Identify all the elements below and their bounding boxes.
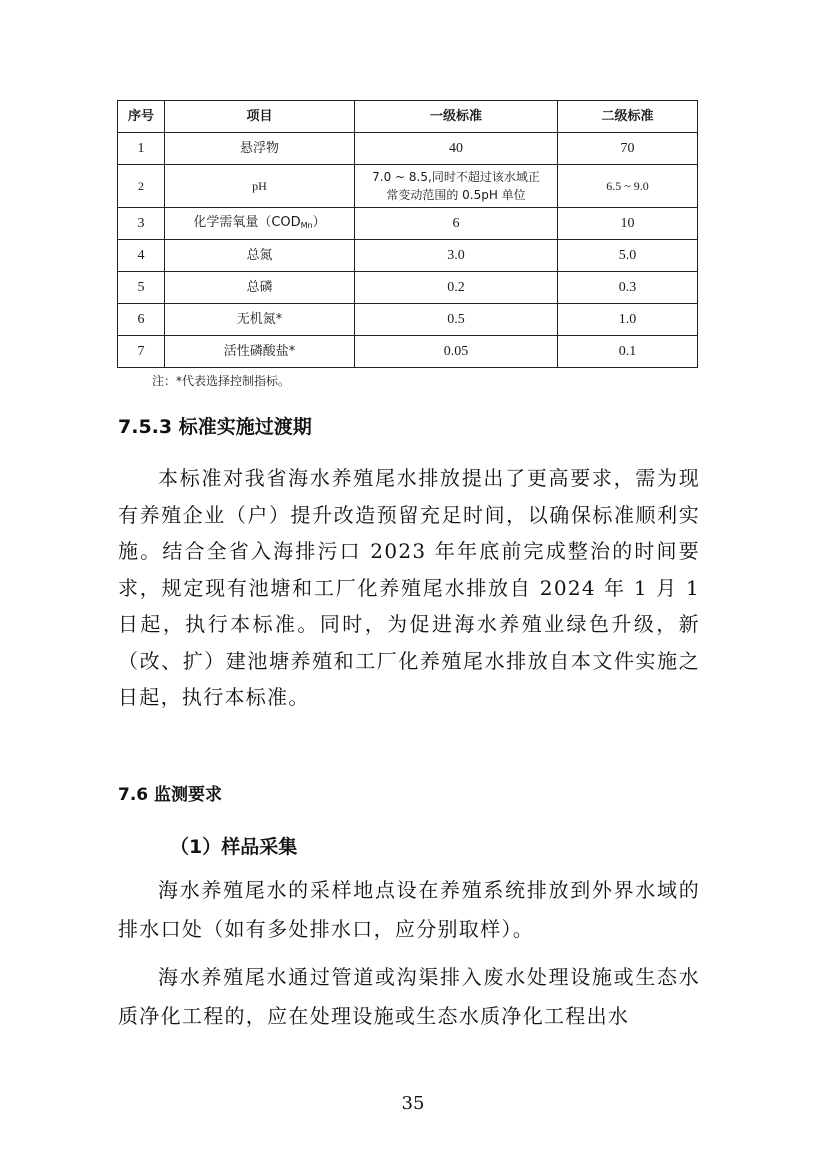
header-item: 项目 [165,101,355,133]
header-level1: 一级标准 [355,101,558,133]
cell-level2: 0.1 [558,336,698,368]
paragraph-sampling-location: 海水养殖尾水的采样地点设在养殖系统排放到外界水域的排水口处（如有多处排水口，应分别取样）。 [118,878,700,941]
cell-no: 3 [118,208,165,240]
cell-level1-line1: 7.0 ~ 8.5,同时不超过该水域正 [372,170,540,184]
table-row [118,304,698,336]
cell-level2: 1.0 [558,304,698,336]
cell-level1: 0.5 [355,304,558,336]
cell-item [165,208,355,240]
cell-level1: 0.05 [355,336,558,368]
table-row [118,240,698,272]
cell-item: pH [165,165,355,208]
cell-level2: 0.3 [558,272,698,304]
subheading-sample-collection: （1）样品采集 [170,836,298,858]
section-heading-7-5-3: 7.5.3 标准实施过渡期 [118,416,312,438]
cod-suffix: ） [312,214,326,230]
cell-item: 总磷 [165,272,355,304]
table-row [118,165,698,208]
cell-item: 总氮 [165,240,355,272]
table-row [118,208,698,240]
cell-no: 6 [118,304,165,336]
section-heading-7-6: 7.6 监测要求 [118,785,223,805]
cell-no: 5 [118,272,165,304]
cell-level2: 5.0 [558,240,698,272]
standards-table [117,100,698,368]
cell-item: 活性磷酸盐* [165,336,355,368]
paragraph-transition-period: 本标准对我省海水养殖尾水排放提出了更高要求，需为现有养殖企业（户）提升改造预留充足时间，以确保标准顺利实施。结合全省入海排污口 2023 年年底前完成整治的时间要求，规定现有池塘和工厂化养殖尾水排放自 2024 年 1 月 1 日起，执行本标准。同时，为促进海水养殖业绿色升级，新（改、扩）建池塘养殖和工厂化养殖尾水排放自本文件实施之日起，执行本标准。 [118,466,700,709]
cell-level2: 70 [558,133,698,165]
cell-no: 1 [118,133,165,165]
paragraph-treatment-outlet: 海水养殖尾水通过管道或沟渠排入废水处理设施或生态水质净化工程的，应在处理设施或生态水质净化工程出水 [118,965,700,1028]
cell-level1-line2: 常变动范围的 0.5pH 单位 [386,188,526,202]
cell-level1: 40 [355,133,558,165]
cell-item: 悬浮物 [165,133,355,165]
page-number: 35 [401,1093,425,1114]
table-row [118,336,698,368]
table-note: 注：*代表选择控制指标。 [152,374,291,388]
cod-subscript: Mn [300,220,313,230]
table-row [118,133,698,165]
table-header-row [118,101,698,133]
cell-level1: 6 [355,208,558,240]
cod-prefix: 化学需氧量（COD [193,214,301,230]
cell-no: 7 [118,336,165,368]
cell-item: 无机氮* [165,304,355,336]
cell-level2: 6.5 ~ 9.0 [558,165,698,208]
header-no: 序号 [118,101,165,133]
cell-level1 [355,165,558,208]
cell-no: 4 [118,240,165,272]
table-row [118,272,698,304]
cell-no: 2 [118,165,165,208]
header-level2: 二级标准 [558,101,698,133]
cell-level2: 10 [558,208,698,240]
cell-level1: 0.2 [355,272,558,304]
cell-level1: 3.0 [355,240,558,272]
